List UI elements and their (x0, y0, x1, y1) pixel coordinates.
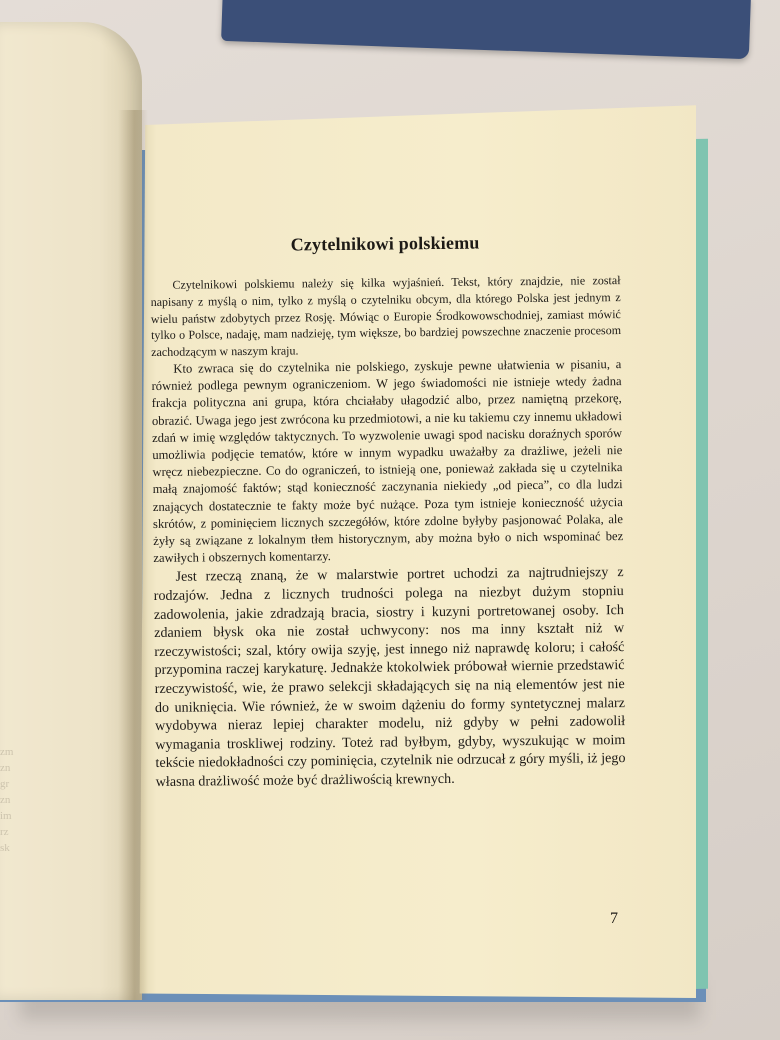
paragraph-1: Czytelnikowi polskiemu należy się kilka wyjaśnień. Tekst, który znajdzie, nie został napisany z myślą o nim, tylko z myślą o czytelniku obcym, dla którego Polska jest jednym z wielu państw zdobytych przez Rosję. Mówiąc o Europie Środkowowschodniej, zamiast mówić tylko o Polsce, nadaję, mam nadzieję, tym większe, bo bardziej powszechne znaczenie procesom zachodzącym w naszym kraju. (150, 273, 622, 360)
background-book (221, 0, 751, 59)
ghost-line: sk (0, 842, 10, 854)
page-text-block (150, 231, 626, 791)
ghost-line: zn (0, 762, 11, 774)
left-page-bleed-text (0, 744, 56, 854)
chapter-title: Czytelnikowi polskiemu (290, 232, 480, 255)
paragraph-3: Jest rzeczą znaną, że w malarstwie portret uchodzi za najtrudniejszy z rodzajów. Jedna z licznych trudności polega na niezbyt dużym stopniu zadowolenia, jakie zdradzają bracia, siostry i kuzyni portretowanej osoby. Ich zdaniem błysk oka nie został uchwycony: nos ma inny kształt niż w rzeczywistości; szal, który owija szyję, jest innego niż naprawdę koloru; i całość przypomina raczej karykaturę. Jednakże ktokolwiek próbował wiernie przedstawić rzeczywistość, wie, że prawo selekcji składających się na nią elementów jest nie do uniknięcia. Wie również, że w swoim dążeniu do formy syntetycznej malarz wydobywa nieraz lepiej charakter modelu, niż gdyby w pełni zadowolił wymagania troskliwej rodziny. Toteż rad byłbym, gdyby, wyszukując w moim tekście niedokładności czy pominięcia, czytelnik nie odrzucał z góry myśli, iż jego własna drażliwość może być drażliwością krewnych. (153, 564, 626, 790)
ghost-line: zn (0, 794, 11, 806)
ghost-line: im (0, 810, 12, 822)
ghost-line: rz (0, 826, 9, 838)
book-gutter (118, 110, 148, 1000)
ghost-line: gr (0, 778, 10, 790)
page-number: 7 (610, 910, 618, 927)
paragraph-2: Kto zwraca się do czytelnika nie polskiego, zyskuje pewne ułatwienia w pisaniu, a również podlega pewnym ograniczeniom. W jego świadomości nie istnieje wtedy żadna frakcja polityczna ani grupa, która chciałaby ułagodzić albo, przez namiętną przekorę, obrazić. Uwaga jego jest zwrócona ku przedmiotowi, a nie ku takiemu czy innemu układowi zdań w imię względów taktycznych. To wyzwolenie uwagi spod nacisku doraźnych sporów umożliwia podjęcie tematów, które w innym wypadku uważałby za drażliwe, jeżeli nie wręcz niebezpieczne. Co do ograniczeń, to istnieją one, ponieważ zakłada się u czytelnika małą znajomość faktów; stąd konieczność zaczynania niekiedy „od pieca”, co dla ludzi znających dostatecznie te fakty może być nużące. Poza tym istnieje konieczność użycia skrótów, z pominięciem licznych szczegółów, które zdolne byłyby pasjonować Polaka, ale żyły są związane z lokalnym tłem historycznym, aby można było o nich wspominać bez zawiłych i obszernych komentarzy. (151, 357, 624, 566)
ghost-line: zm (0, 746, 14, 758)
